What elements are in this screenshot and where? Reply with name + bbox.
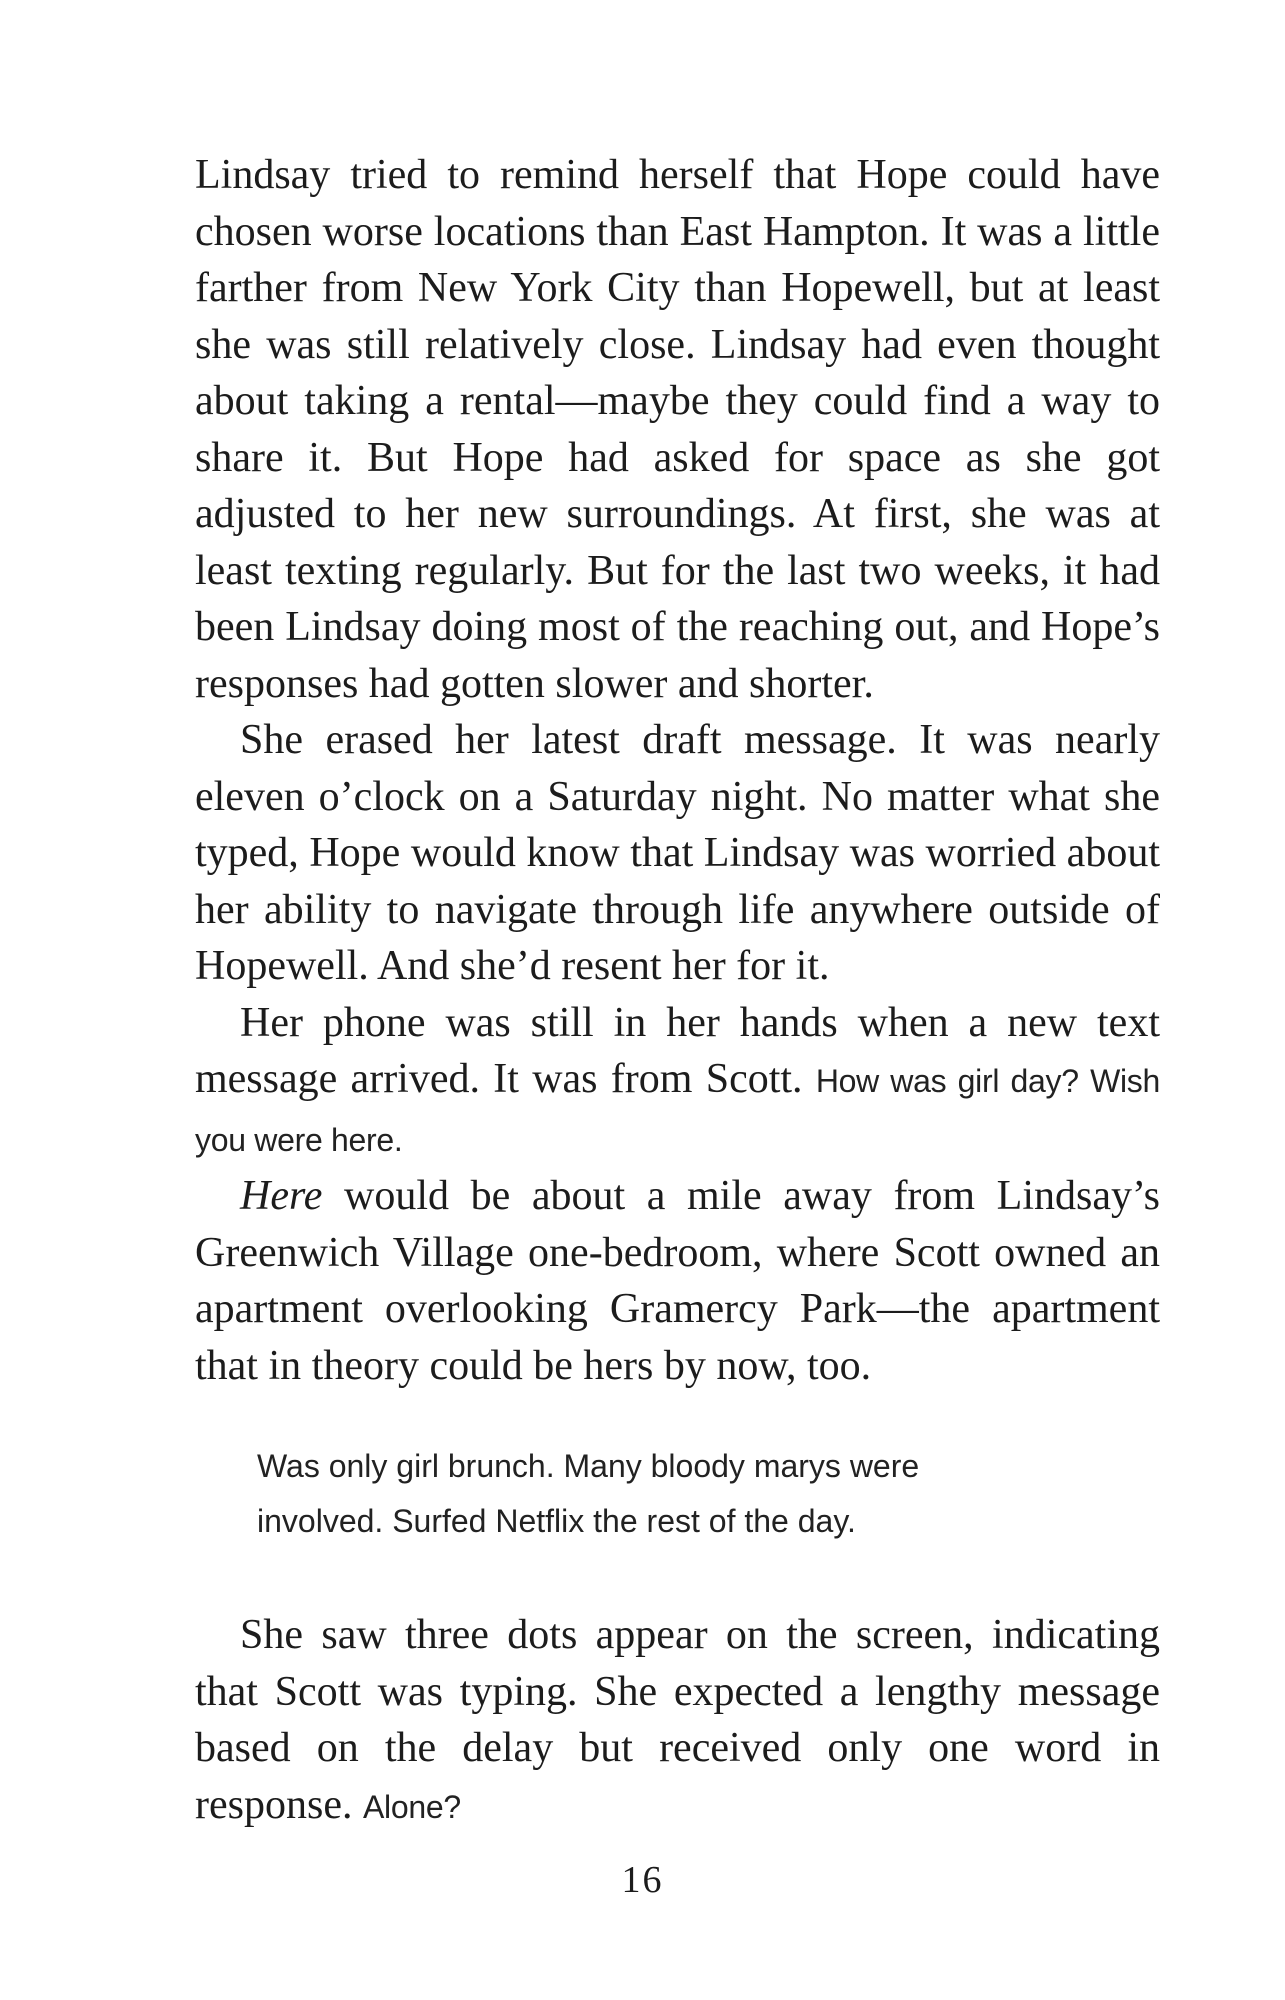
text-message-alone: Alone? xyxy=(362,1788,461,1825)
body-text-bottom xyxy=(195,1607,1160,1835)
paragraph-4-italic: Here xyxy=(240,1173,323,1219)
paragraph-2: She erased her latest draft message. It was nearly eleven o’clock on a Saturday night. No matter what she typed, Hope would know that Lindsay was worried about her ability to navigate through life anywhere outside of Hopewell. And she’d resent her for it. xyxy=(195,717,1160,989)
text-message-scott: How was girl day? Wish you were here. xyxy=(195,1063,1160,1158)
paragraph-4 xyxy=(195,1168,1160,1394)
paragraph-5-text: She saw three dots appear on the screen, indicating that Scott was typing. She expected a lengthy message based on the delay but received only one word in response. xyxy=(195,1612,1160,1828)
paragraph-1: Lindsay tried to remind herself that Hope could have chosen worse locations than East Hampton. It was a little farther from New York City than Hopewell, but at least she was still relatively close. Lindsay had even thought about taking a rental—maybe they could find a way to share it. But Hope had asked for space as she got adjusted to her new surroundings. At first, she was at least texting regularly. But for the last two weeks, it had been Lindsay doing most of the reaching out, and Hope’s responses had gotten slower and shorter. xyxy=(195,152,1160,707)
paragraph-4-text: would be about a mile away from Lindsay’s Greenwich Village one-bedroom, where Scott owned an apartment overlooking Gramercy Park—the apartment that in theory could be hers by now, too. xyxy=(195,1173,1161,1389)
paragraph-5 xyxy=(195,1607,1160,1835)
page-number: 16 xyxy=(621,1859,664,1901)
text-message-reply: Was only girl brunch. Many bloody marys were involved. Surfed Netflix the rest of the day. xyxy=(257,1448,920,1539)
paragraph-3 xyxy=(195,995,1160,1169)
body-text-top xyxy=(195,147,1160,1394)
paragraph-3-text: Her phone was still in her hands when a new text message arrived. It was from Scott. xyxy=(195,999,1160,1102)
